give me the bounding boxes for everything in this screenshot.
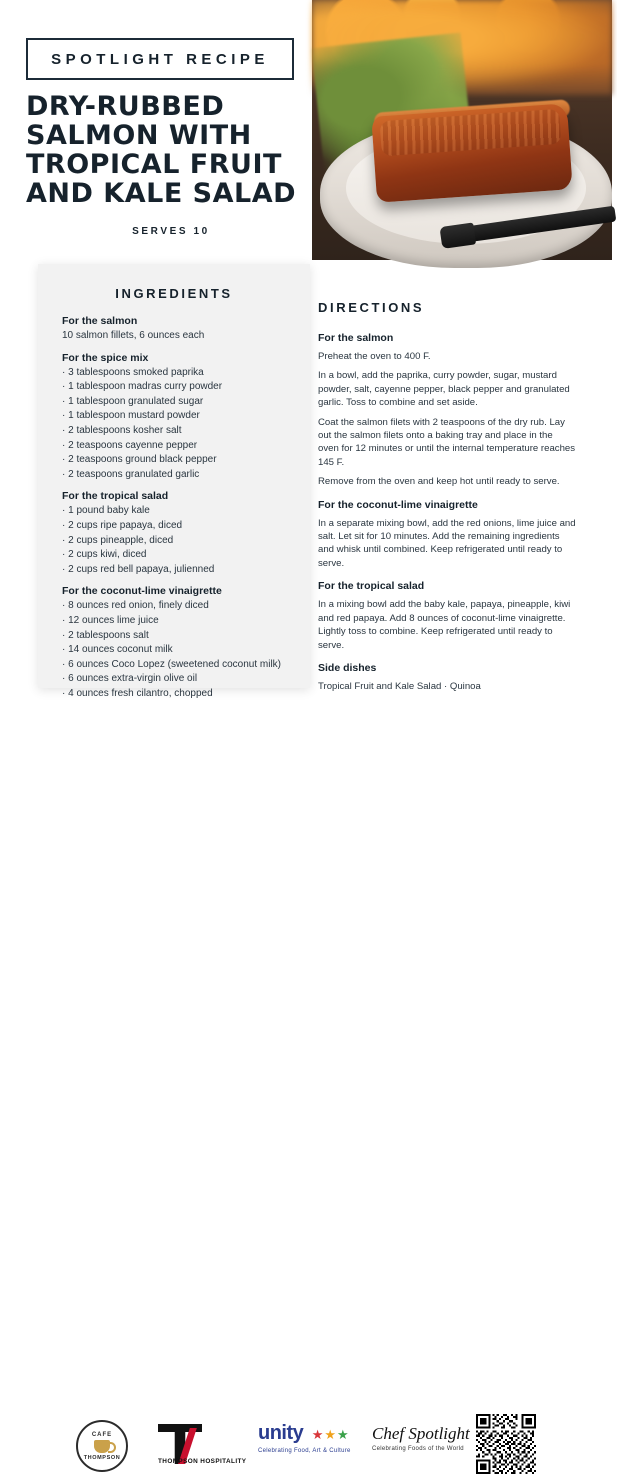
directions-heading: DIRECTIONS [318,300,425,315]
direction-paragraph: In a separate mixing bowl, add the red onions, lime juice and salt. Let sit for 10 minutes. Add the remaining ingredients and whisk until combined. Keep refrigerated until ready to serve. [318,517,576,569]
qr-code[interactable] [476,1414,536,1474]
thompson-logo-text: THOMPSON HOSPITALITY [158,1458,247,1465]
ingredient-item: · 14 ounces coconut milk [62,644,173,656]
direction-paragraph: In a mixing bowl add the baby kale, papaya, pineapple, kiwi and red papaya. Add 8 ounces of coconut-lime vinaigrette. Lightly toss to combine. Keep refrigerated until ready to serve. [318,599,571,651]
ingredient-item: · 8 ounces red onion, finely diced [62,600,209,612]
direction-paragraph: Remove from the oven and keep hot until ready to serve. [318,476,560,488]
direction-section-label: For the coconut-lime vinaigrette [318,498,478,511]
ingredient-item: · 12 ounces lime juice [62,614,159,626]
ingredients-list [38,315,310,701]
spotlight-recipe-banner [26,38,294,80]
ingredient-item: · 2 teaspoons cayenne pepper [62,439,198,451]
ingredient-item: · 3 tablespoons smoked paprika [62,366,204,378]
ingredient-item: · 1 tablespoon mustard powder [62,410,200,422]
thompson-hospitality-logo [158,1424,268,1468]
cafe-logo-top-text: CAFE [91,1431,113,1438]
coffee-cup-icon [94,1440,110,1453]
unity-logo-tagline: Celebrating Food, Art & Culture [258,1448,351,1454]
ingredient-item: · 2 cups red bell papaya, julienned [62,563,215,575]
spotlight-recipe-label: SPOTLIGHT RECIPE [51,50,269,68]
ingredient-item: · 1 pound baby kale [62,505,150,517]
ingredient-item: 10 salmon fillets, 6 ounces each [62,330,205,341]
ingredient-item: · 2 tablespoons salt [62,629,149,641]
chef-spotlight-name: Chef Spotlight [372,1424,470,1443]
direction-section-label: For the tropical salad [318,580,425,593]
hero-photo-salmon-dish [312,0,612,260]
chef-spotlight-tagline: Celebrating Foods of the World [372,1446,464,1452]
ingredient-item: · 2 tablespoons kosher salt [62,424,182,436]
chef-spotlight-logo [372,1424,492,1468]
cafe-logo-bottom-text: THOMPSON [83,1454,121,1461]
direction-paragraph: Coat the salmon filets with 2 teaspoons of the dry rub. Lay out the salmon filets onto a baking tray and place in the oven for 12 minutes or until the internal temperature reaches 145 F. [318,416,576,468]
direction-paragraph: In a bowl, add the paprika, curry powder, sugar, mustard powder, salt, cayenne pepper, black pepper and granulated garlic. Toss to combine and set aside. [318,370,570,409]
direction-section-label: Side dishes [318,661,377,674]
unity-logo-word: unity [258,1422,304,1444]
ingredient-group-label: For the salmon [62,315,138,327]
page-title: DRY-RUBBED SALMON WITH TROPICAL FRUIT AND KALE SALAD [26,91,297,209]
ingredient-item: · 2 cups kiwi, diced [62,549,147,561]
ingredient-item: · 6 ounces extra-virgin olive oil [62,673,198,685]
ingredient-item: · 6 ounces Coco Lopez (sweetened coconut milk) [62,658,282,670]
hero-salmon-fillet [371,103,573,202]
direction-paragraph: Tropical Fruit and Kale Salad · Quinoa [318,680,481,692]
ingredient-item: · 1 tablespoon madras curry powder [62,381,223,393]
ingredient-item: · 1 tablespoon granulated sugar [62,395,204,407]
unity-logo [258,1422,358,1468]
unity-stars-icon: ★★★ [311,1427,350,1442]
ingredient-group-label: For the spice mix [62,351,149,364]
ingredient-item: · 2 teaspoons granulated garlic [62,468,200,480]
ingredient-item: · 2 cups ripe papaya, diced [62,519,183,531]
ingredient-item: · 2 cups pineapple, diced [62,534,174,546]
ingredient-group-label: For the coconut-lime vinaigrette [62,585,222,598]
footer-logos [0,706,612,1465]
cafe-thompson-logo [76,1420,128,1472]
ingredient-group-label: For the tropical salad [62,490,169,503]
ingredient-item: · 4 ounces fresh cilantro, chopped [62,687,213,699]
ingredients-heading: INGREDIENTS [115,286,233,301]
ingredients-panel [38,264,310,699]
direction-paragraph: Preheat the oven to 400 F. [318,351,431,362]
ingredient-item: · 2 teaspoons ground black pepper [62,454,217,466]
serves-label: SERVES 10 [132,226,210,237]
direction-section-label: For the salmon [318,332,394,344]
directions-content [318,322,576,693]
